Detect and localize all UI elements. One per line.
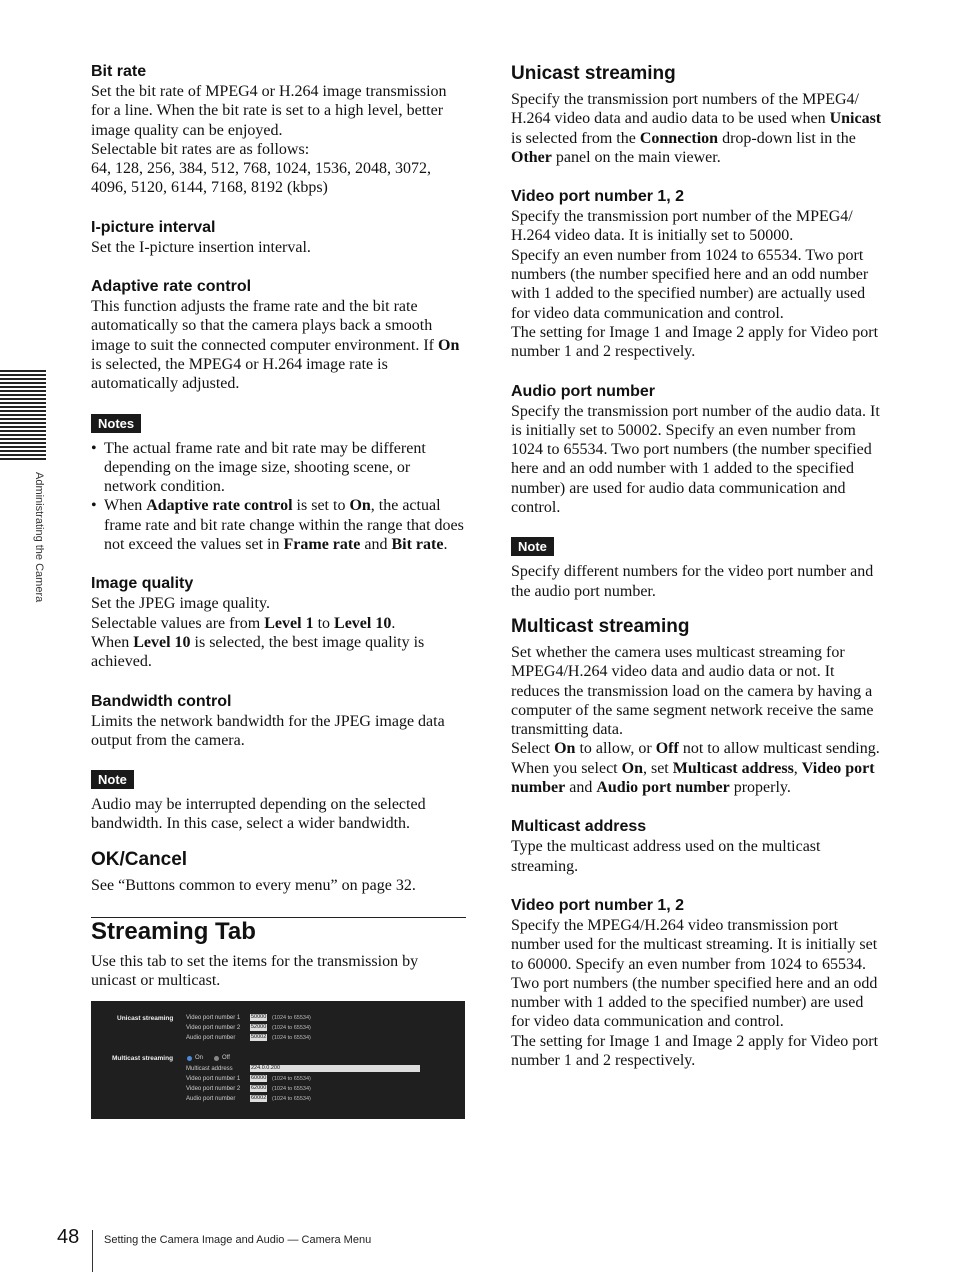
heading-ok-cancel: OK/Cancel bbox=[91, 848, 188, 870]
section-tab-marker bbox=[0, 370, 46, 460]
heading-multicast-streaming: Multicast streaming bbox=[511, 615, 690, 637]
paragraph: See “Buttons common to every menu” on page 32. bbox=[91, 876, 416, 894]
page-number: 48 bbox=[57, 1226, 80, 1248]
paragraph: The setting for Image 1 and Image 2 apply for Video port number 1 and 2 respectively. bbox=[511, 1032, 879, 1069]
note-badge: Note bbox=[91, 770, 134, 789]
paragraph: Use this tab to set the items for the transmission by unicast or multicast. bbox=[91, 953, 419, 990]
paragraph: Select On to allow, or Off not to allow multicast sending. bbox=[511, 740, 880, 758]
footer-divider bbox=[92, 1230, 93, 1272]
paragraph: Type the multicast address used on the multicast streaming. bbox=[511, 838, 821, 875]
note-badge: Note bbox=[511, 537, 554, 556]
multicast-address-input[interactable]: 224.0.0.200 bbox=[250, 1065, 420, 1072]
heading-bandwidth-control: Bandwidth control bbox=[91, 692, 232, 710]
side-section-label: Administrating the Camera bbox=[33, 472, 45, 603]
paragraph: Specify the MPEG4/H.264 video transmission port number used for the multicast streaming. It is initially set to 60000. Specify an even number from 1024 to 65534. Two port numbers (the number specified here and an odd number with 1 added to the specified number) are used for video data communication and control. bbox=[511, 916, 878, 1031]
paragraph: Selectable values are from Level 1 to Level 10. bbox=[91, 614, 396, 632]
multicast-streaming-label: Multicast streaming bbox=[112, 1054, 174, 1062]
paragraph: This function adjusts the frame rate and the bit rate automatically so that the camera plays back a smooth image to suit the connected computer environment. If On is selected, the MPEG4 or H.264 image rate is automatically adjusted. bbox=[91, 298, 460, 393]
right-column bbox=[511, 62, 885, 1070]
paragraph: 64, 128, 256, 384, 512, 768, 1024, 1536, 2048, 3072, 4096, 5120, 6144, 7168, 8192 (kbps) bbox=[91, 160, 431, 197]
multicast-video-port-2-input[interactable]: 62000 bbox=[251, 1084, 267, 1091]
heading-multicast-address: Multicast address bbox=[511, 818, 647, 836]
paragraph: Set the bit rate of MPEG4 or H.264 image transmission for a line. When the bit rate is set to a high level, better image quality can be enjoyed. bbox=[91, 83, 447, 139]
footer-running-title: Setting the Camera Image and Audio — Camera Menu bbox=[104, 1234, 372, 1246]
paragraph: When Level 10 is selected, the best image quality is achieved. bbox=[91, 633, 425, 671]
heading-unicast-streaming: Unicast streaming bbox=[511, 63, 676, 84]
unicast-audio-port-input[interactable]: 50002 bbox=[251, 1033, 267, 1040]
paragraph: The setting for Image 1 and Image 2 apply for Video port number 1 and 2 respectively. bbox=[511, 323, 879, 361]
unicast-video-port-1-input[interactable]: 50000 bbox=[251, 1013, 267, 1020]
paragraph: Set whether the camera uses multicast streaming for MPEG4/H.264 video data and audio data or not. It reduces the transmission load on the camera by having a computer of the same segment network receive the same transmitting data. bbox=[511, 643, 874, 739]
paragraph: Set the JPEG image quality. bbox=[91, 595, 270, 613]
heading-multicast-video-port-number: Video port number 1, 2 bbox=[511, 896, 685, 914]
left-column bbox=[91, 62, 466, 1119]
notes-list bbox=[91, 439, 466, 555]
paragraph: Specify different numbers for the video port number and the audio port number. bbox=[511, 563, 874, 600]
notes-badge: Notes bbox=[91, 414, 141, 433]
heading-image-quality: Image quality bbox=[91, 575, 194, 593]
heading-video-port-number: Video port number 1, 2 bbox=[511, 188, 685, 206]
list-item: • When Adaptive rate control is set to On, the actual frame rate and bit rate change within the range that does not exceed the values set in Frame rate and Bit rate. bbox=[91, 496, 466, 554]
off-radio[interactable] bbox=[214, 1056, 219, 1061]
paragraph: Specify an even number from 1024 to 65534. Two port numbers (the number specified here and an odd number with 1 added to the specified number) are actually used for video data communication and control. bbox=[511, 246, 869, 322]
streaming-tab-screenshot: Unicast streaming Video port number 1 50000 (1024 to 65534) Video port number 2 52000 (1024 to 65534) Audio port number 50002 (1024 to 65534) Multicast streaming On Off Multicast address 224.0.0.200 Video port number 1 60000 (1024 to 65534) Video port number 2 62000 (1024 to 65534) Audio port number 60002 (1024 to 65534) bbox=[91, 1001, 465, 1119]
paragraph: Audio may be interrupted depending on the selected bandwidth. In this case, select a wider bandwidth. bbox=[91, 796, 426, 833]
paragraph: When you select On, set Multicast address, Video port number and Audio port number properly. bbox=[511, 759, 875, 797]
unicast-video-port-2-input[interactable]: 52000 bbox=[251, 1023, 267, 1030]
unicast-streaming-label: Unicast streaming bbox=[117, 1014, 174, 1022]
heading-streaming-tab: Streaming Tab bbox=[91, 918, 256, 946]
multicast-audio-port-input[interactable]: 60002 bbox=[251, 1094, 267, 1101]
list-item: • The actual frame rate and bit rate may be different depending on the image size, shooting scene, or network condition. bbox=[91, 439, 466, 497]
multicast-video-port-1-input[interactable]: 60000 bbox=[251, 1074, 267, 1081]
paragraph: Specify the transmission port numbers of the MPEG4/ H.264 video data and audio data to be used when Unicast is selected from the Connection drop-down list in the Other panel on the main viewer. bbox=[511, 91, 882, 166]
on-radio[interactable] bbox=[187, 1056, 192, 1061]
paragraph: Set the I-picture insertion interval. bbox=[91, 238, 311, 256]
heading-bit-rate: Bit rate bbox=[91, 63, 147, 80]
heading-audio-port-number: Audio port number bbox=[511, 382, 655, 400]
paragraph: Specify the transmission port number of the audio data. It is initially set to 50002. Specify an even number from 1024 to 65534. Two port numbers (the number specified here and an odd number with 1 added to the specified number) are used for audio data communication and control. bbox=[511, 402, 880, 517]
heading-adaptive-rate-control: Adaptive rate control bbox=[91, 278, 252, 296]
paragraph: Specify the transmission port number of the MPEG4/ H.264 video data. It is initially set to 50000. bbox=[511, 208, 853, 245]
paragraph: Selectable bit rates are as follows: bbox=[91, 140, 310, 158]
heading-i-picture-interval: I-picture interval bbox=[91, 218, 216, 236]
paragraph: Limits the network bandwidth for the JPEG image data output from the camera. bbox=[91, 712, 445, 749]
